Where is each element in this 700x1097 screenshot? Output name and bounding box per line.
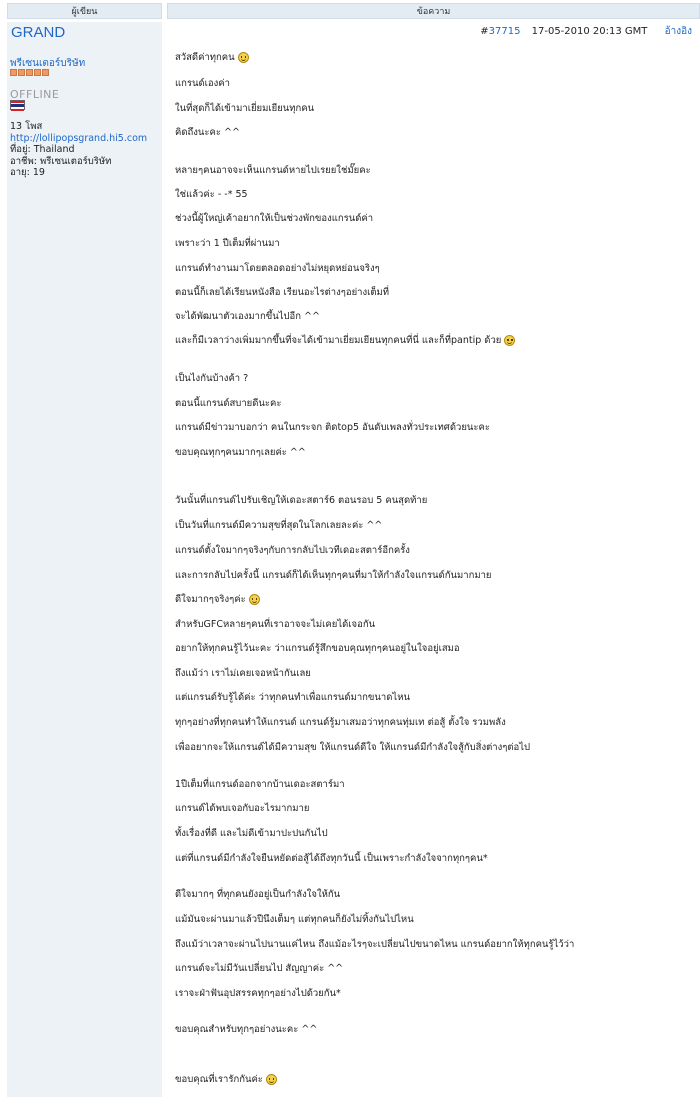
post-line: แกรนด์เองค่า bbox=[175, 78, 230, 89]
post-line: แม้มันจะผ่านมาแล้วปีนึงเต็มๆ แต่ทุกคนก็ยังไม่ทิ้งกันไปไหน bbox=[175, 914, 414, 925]
post-line: ใช่แล้วค่ะ - -* 55 bbox=[175, 189, 248, 200]
quote-link[interactable]: อ้างอิง bbox=[664, 26, 692, 37]
user-age: อายุ: 19 bbox=[10, 167, 45, 178]
post-line: อยากให้ทุกคนรู้ไว้นะคะ ว่าแกรนด์รู้สึกขอบคุณทุกๆคนอยู่ในใจอยู่เสมอ bbox=[175, 643, 460, 654]
post-number-link[interactable]: 37715 bbox=[488, 26, 521, 37]
post-line: 1ปีเต็มที่แกรนด์ออกจากบ้านเดอะสตาร์มา bbox=[175, 779, 345, 790]
post-line: เราจะฝ่าฟันอุปสรรคทุกๆอย่างไปด้วยกัน* bbox=[175, 988, 341, 999]
user-location: ที่อยู่: Thailand bbox=[10, 144, 75, 155]
post-line: ถึงแม้ว่า เราไม่เคยเจอหน้ากันเลย bbox=[175, 668, 311, 679]
thailand-flag-icon bbox=[10, 100, 25, 110]
rank-star-icon bbox=[18, 69, 25, 76]
rank-stars bbox=[10, 68, 50, 79]
post-line bbox=[175, 50, 249, 65]
post-line: แกรนด์ตั้งใจมากๆจริงๆกับการกลับไปเวทีเดอะสตาร์อีกครั้ง bbox=[175, 545, 410, 556]
user-rank: พรีเซนเตอร์บริษัท bbox=[10, 58, 86, 69]
post-line: ขอบคุณทุกๆคนมากๆเลยค่ะ ^^ bbox=[175, 447, 306, 458]
post-line-text: ดีใจมากๆจริงๆค่ะ bbox=[175, 594, 246, 605]
username-link[interactable]: GRAND bbox=[11, 24, 66, 41]
rank-star-icon bbox=[42, 69, 49, 76]
author-panel bbox=[7, 22, 162, 1097]
user-info bbox=[10, 121, 147, 179]
post-number-prefix: # bbox=[480, 26, 489, 37]
rank-star-icon bbox=[34, 69, 41, 76]
post-line: ทั้งเรื่องที่ดี และไม่ดีเข้ามาปะปนกันไป bbox=[175, 828, 328, 839]
post-line-text: สวัสดีค่าทุกคน bbox=[175, 52, 235, 63]
rank-star-icon bbox=[10, 69, 17, 76]
post-line: วันนั้นที่แกรนด์ไปรับเชิญให้เดอะสตาร์6 ตอนรอบ 5 คนสุดท้าย bbox=[175, 495, 428, 506]
post-line: แกรนด์มีข่าวมาบอกว่า คนในกระจก ติดtop5 อันดับเพลงทั่วประเทศด้วยนะคะ bbox=[175, 422, 490, 433]
post-line bbox=[175, 1072, 277, 1087]
post-line: แกรนด์ทำงานมาโดยตลอดอย่างไม่หยุดหย่อนจริงๆ bbox=[175, 263, 380, 274]
user-occupation: อาชีพ: พรีเซนเตอร์บริษัท bbox=[10, 155, 112, 167]
post-line-text: ขอบคุณที่เรารักกันค่ะ bbox=[175, 1074, 263, 1085]
post-line: แต่ที่แกรนด์มีกำลังใจยืนหยัดต่อสู้ได้ถึงทุกวันนี้ เป็นเพราะกำลังใจจากทุกๆคน* bbox=[175, 853, 488, 864]
post-line bbox=[175, 333, 515, 348]
post-line-text: และก็มีเวลาว่างเพิ่มมากขึ้นที่จะได้เข้ามาเยี่ยมเยียนทุกคนที่นี่ และก็ที่pantip ด้วย bbox=[175, 335, 502, 346]
post-line: เป็นไงกันบ้างค้า ? bbox=[175, 373, 249, 384]
message-column-header: ข้อความ bbox=[167, 3, 700, 19]
online-status: OFFLINE bbox=[10, 88, 60, 101]
rank-star-icon bbox=[26, 69, 33, 76]
post-meta bbox=[480, 24, 692, 39]
post-line: คิดถึงนะคะ ^^ bbox=[175, 127, 240, 138]
post-datetime: 17-05-2010 20:13 GMT bbox=[531, 26, 648, 37]
post-line: ตอนนี้แกรนด์สบายดีนะคะ bbox=[175, 398, 282, 409]
post-line: และการกลับไปครั้งนี้ แกรนด์ก็ได้เห็นทุกๆคนที่มาให้กำลังใจแกรนด์กันมากมาย bbox=[175, 570, 492, 581]
post-line: ดีใจมากๆ ที่ทุกคนยังอยู่เป็นกำลังใจให้กัน bbox=[175, 889, 341, 900]
post-line: ทุกๆอย่างที่ทุกคนทำให้แกรนด์ แกรนด์รู้มาเสมอว่าทุกคนทุ่มเท ต่อสู้ ตั้งใจ รวมพลัง bbox=[175, 717, 506, 728]
post-line: ในที่สุดก็ได้เข้ามาเยี่ยมเยียนทุกคน bbox=[175, 103, 315, 114]
post-count: 13 โพส bbox=[10, 121, 43, 132]
smiley-icon bbox=[249, 594, 260, 605]
post-line: เป็นวันที่แกรนด์มีความสุขที่สุดในโลกเลยละค่ะ ^^ bbox=[175, 520, 383, 531]
smiley-icon bbox=[266, 1074, 277, 1085]
post-line: แกรนด์จะไม่มีวันเปลี่ยนไป สัญญาค่ะ ^^ bbox=[175, 963, 344, 974]
website-link[interactable]: http://lollipopsgrand.hi5.com bbox=[10, 132, 148, 144]
post-line: เพราะว่า 1 ปีเต็มที่ผ่านมา bbox=[175, 238, 280, 249]
author-column-header: ผู้เขียน bbox=[7, 3, 162, 19]
post-line bbox=[175, 592, 260, 607]
post-line: สำหรับGFCหลายๆคนที่เราอาจจะไม่เคยได้เจอกัน bbox=[175, 619, 376, 630]
post-line: ขอบคุณสำหรับทุกๆอย่างนะคะ ^^ bbox=[175, 1024, 318, 1035]
post-line: จะได้พัฒนาตัวเองมากขึ้นไปอีก ^^ bbox=[175, 311, 320, 322]
post-line: แกรนด์ได้พบเจอกับอะไรมากมาย bbox=[175, 803, 310, 814]
post-line: ถึงแม้ว่าเวลาจะผ่านไปนานแค่ไหน ถึงแม้อะไรๆจะเปลี่ยนไปขนาดไหน แกรนด์อยากให้ทุกคนรู้ไว้ว่า bbox=[175, 939, 575, 950]
post-line: ตอนนี้ก็เลยได้เรียนหนังสือ เรียนอะไรต่างๆอย่างเต็มที่ bbox=[175, 287, 390, 298]
smiley-icon bbox=[238, 52, 249, 63]
post-line: แต่แกรนด์รับรู้ได้ค่ะ ว่าทุกคนทำเพื่อแกรนด์มากขนาดไหน bbox=[175, 692, 410, 703]
post-line: เพื่ออยากจะให้แกรนด์ได้มีความสุข ให้แกรนด์ดีใจ ให้แกรนด์มีกำลังใจสู้กับสิ่งต่างๆต่อไป bbox=[175, 742, 531, 753]
post-line: หลายๆคนอาจจะเห็นแกรนด์หายไปเรยยใช่มั๊ยคะ bbox=[175, 165, 371, 176]
smiley-icon bbox=[504, 335, 515, 346]
post-line: ช่วงนี้ผู้ใหญ่เค้าอยากให้เป็นช่วงพักของแกรนด์ค่า bbox=[175, 213, 374, 224]
table-header bbox=[0, 0, 700, 22]
post-body bbox=[167, 22, 700, 1097]
